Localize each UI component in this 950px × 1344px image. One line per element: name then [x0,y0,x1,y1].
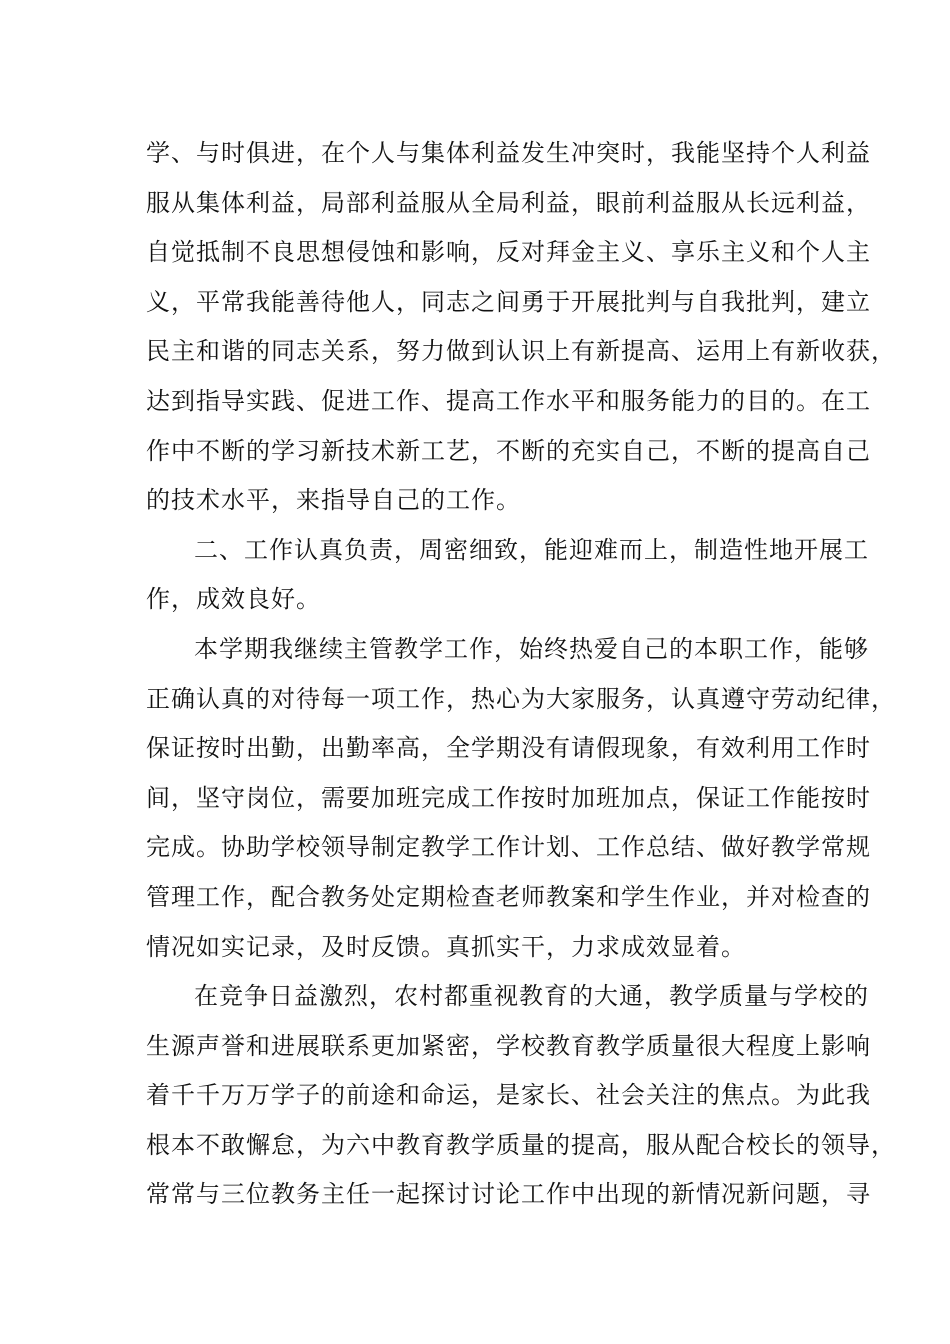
text-line: 作中不断的学习新技术新工艺，不断的充实自己，不断的提高自己 [146,436,871,465]
text-line: 自觉抵制不良思想侵蚀和影响，反对拜金主义、享乐主义和个人主 [146,238,871,267]
text-line: 正确认真的对待每一项工作，热心为大家服务，认真遵守劳动纪律， [146,684,896,713]
text-line: 学、与时俱进，在个人与集体利益发生冲突时，我能坚持个人利益 [146,139,871,167]
text-line: 管理工作，配合教务处定期检查老师教案和学生作业，并对检查的 [146,882,871,911]
document-body [146,129,896,1220]
text-line: 情况如实记录，及时反馈。真抓实干，力求成效显着。 [146,932,746,961]
text-line: 的技术水平，来指导自己的工作。 [146,486,521,515]
text-line: 根本不敢懈怠，为六中教育教学质量的提高，服从配合校长的领导， [146,1130,896,1159]
paragraph-first-line: 二、工作认真负责，周密细致，能迎难而上，制造性地开展工 [194,535,869,564]
text-line: 常常与三位教务主任一起探讨讨论工作中出现的新情况新问题，寻 [146,1180,871,1209]
paragraph-first-line: 在竞争日益激烈，农村都重视教育的大通，教学质量与学校的 [194,982,869,1011]
text-line: 生源声誉和进展联系更加紧密，学校教育教学质量很大程度上影响 [146,1031,871,1060]
text-line: 保证按时出勤，出勤率高，全学期没有请假现象，有效利用工作时 [146,734,871,763]
text-line: 达到指导实践、促进工作、提高工作水平和服务能力的目的。在工 [146,386,871,415]
text-line: 间，坚守岗位，需要加班完成工作按时加班加点，保证工作能按时 [146,783,871,812]
text-line: 作，成效良好。 [146,585,321,614]
paragraph-first-line: 本学期我继续主管教学工作，始终热爱自己的本职工作，能够 [194,634,869,663]
text-line: 民主和谐的同志关系，努力做到认识上有新提高、运用上有新收获， [146,337,896,366]
text-line: 服从集体利益，局部利益服从全局利益，眼前利益服从长远利益， [146,188,871,217]
text-line: 完成。协助学校领导制定教学工作计划、工作总结、做好教学常规 [146,833,871,862]
text-line: 义，平常我能善待他人，同志之间勇于开展批判与自我批判，建立 [146,287,871,316]
text-line: 着千千万万学子的前途和命运，是家长、社会关注的焦点。为此我 [146,1081,871,1110]
